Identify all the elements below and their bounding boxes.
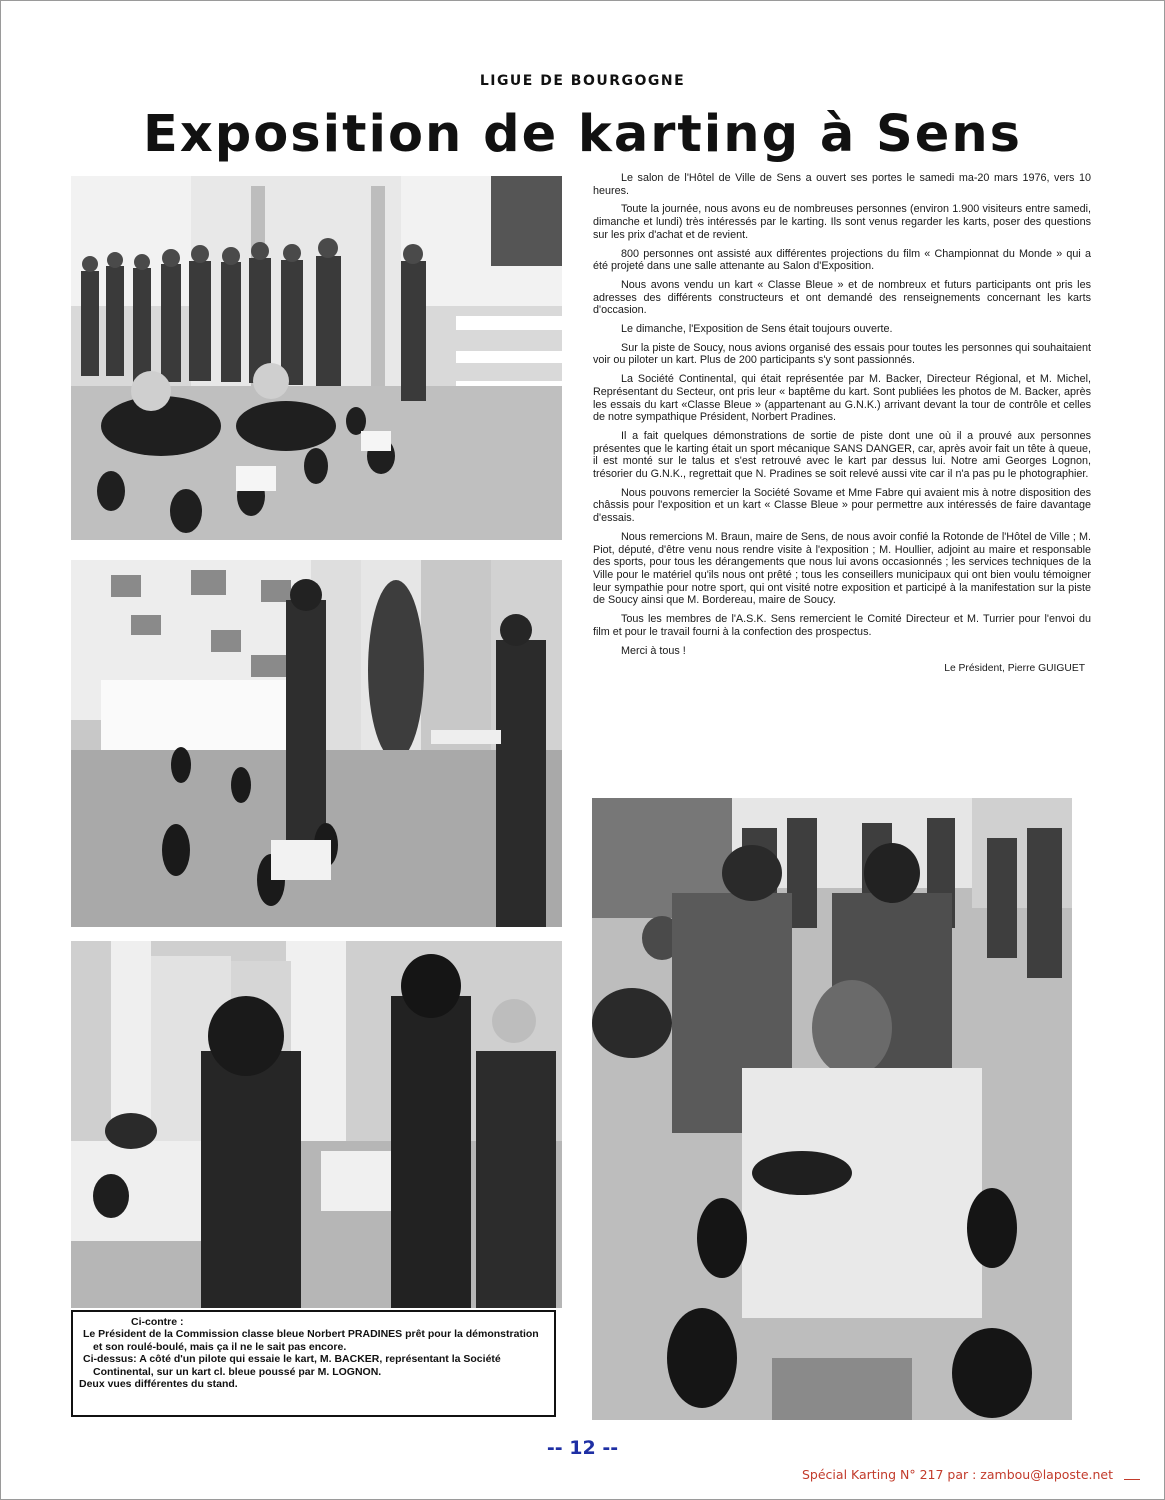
article-paragraph: Sur la piste de Soucy, nous avions organisé des essais pour toutes les personnes qui souhaitaient voir ou piloter un kart. Plus de 200 participants s'y sont passionnés. [593, 341, 1091, 367]
footer-rule [1124, 1479, 1140, 1480]
article-paragraph: Le salon de l'Hôtel de Ville de Sens a ouvert ses portes le samedi ma-20 mars 1976, vers 10 heures. [593, 172, 1091, 197]
article-paragraph: Merci à tous ! [621, 644, 686, 657]
article-paragraph: Nous pouvons remercier la Société Sovame et Mme Fabre qui avaient mis à notre disposition des châssis pour l'exposition et un kart « Classe Bleue » pour permettre aux intéressés de faire davantage d'essais. [593, 486, 1091, 525]
article-paragraph: Le dimanche, l'Exposition de Sens était toujours ouverte. [621, 323, 893, 336]
page-title: Exposition de karting à Sens [143, 105, 1022, 164]
caption-line: Le Président de la Commission classe bleue Norbert PRADINES prêt pour la démonstration et son roulé-boulé, mais ça il ne le sait pas encore. [83, 1328, 539, 1353]
photo-stand-visitors [71, 941, 562, 1308]
article-paragraph: Toute la journée, nous avons eu de nombreuses personnes (environ 1.900 visiteurs entre samedi, dimanche et lundi) très intéressés par le karting. Ils sont venus regarder les karts, poser des questions sur les prix d'achat et de revient. [593, 203, 1091, 241]
article-paragraph: Nous remercions M. Braun, maire de Sens, de nous avoir confié la Rotonde de l'Hôtel de Ville ; M. Piot, député, d'être venu nous rendre visite à l'exposition ; M. Houllier, adjoint au maire et responsable des sports, pour tous les dérangements que nous lui avons occasionnés ; les services techniques de la Ville pour le matériel qu'ils nous ont prêté ; tous les conseillers municipaux qui ont bien voulu témoigner leur sympathie pour notre sport, qui ont visité notre exposition et participé à la manifestation sur la piste de Soucy ainsi que M. Bordereau, maire de Soucy. [593, 530, 1091, 607]
caption-line: Deux vues différentes du stand. [79, 1378, 238, 1391]
article-paragraph: La Société Continental, qui était représentée par M. Backer, Directeur Régional, et M. Michel, Représentant du Secteur, ont pris leur « baptême du kart. Sont publiées les photos de M. Backer, après les essais du kart «Classe Bleue » (appartenant au G.N.K.) arrivant devant la tour de contrôle et celles de notre sympathique Président, Norbert Pradines. [593, 373, 1091, 424]
article-body [593, 172, 1091, 676]
article-paragraph: Il a fait quelques démonstrations de sortie de piste dont une où il a prouvé aux personnes présentes que le karting était un sport mécanique SANS DANGER, car, après avoir fait un tête à queue, il est monté sur le talus et s'est retrouvé avec le kart par dessus lui. Notre ami Georges Lognon, trésorier du G.N.K., regrettait que N. Pradines se soit relevé aussi vite car il n'a pas pu le photographier. [593, 429, 1091, 481]
photo-kart-pushed [592, 798, 1072, 1420]
section-kicker: LIGUE DE BOURGOGNE [479, 73, 686, 89]
photo-exhibition-stand [71, 560, 562, 927]
photo-caption [71, 1310, 556, 1417]
article-paragraph: Nous avons vendu un kart « Classe Bleue » et de nombreux et futurs participants ont pris les adresses des différents constructeurs et ont demandé des renseignements concernant les karts d'occasion. [593, 278, 1091, 317]
photo-karts-on-track [71, 176, 562, 540]
article-signature: Le Président, Pierre GUIGUET [944, 663, 1085, 675]
footer-credit: Spécial Karting N° 217 par : zambou@laposte.net [802, 1467, 1113, 1482]
page-number: -- 12 -- [546, 1437, 619, 1459]
article-paragraph: Tous les membres de l'A.S.K. Sens remercient le Comité Directeur et M. Turrier pour l'envoi du film et pour le travail fourni à la confection des prospectus. [593, 613, 1091, 638]
article-paragraph: 800 personnes ont assisté aux différentes projections du film « Championnat du Monde » qui a été projeté dans une salle attenante au Salon d'Exposition. [593, 247, 1091, 273]
caption-line: Ci-contre : [131, 1316, 184, 1328]
caption-line: Ci-dessus: A côté d'un pilote qui essaie le kart, M. BACKER, représentant la Société Continental, sur un kart cl. bleue poussé par M. LOGNON. [83, 1353, 501, 1378]
